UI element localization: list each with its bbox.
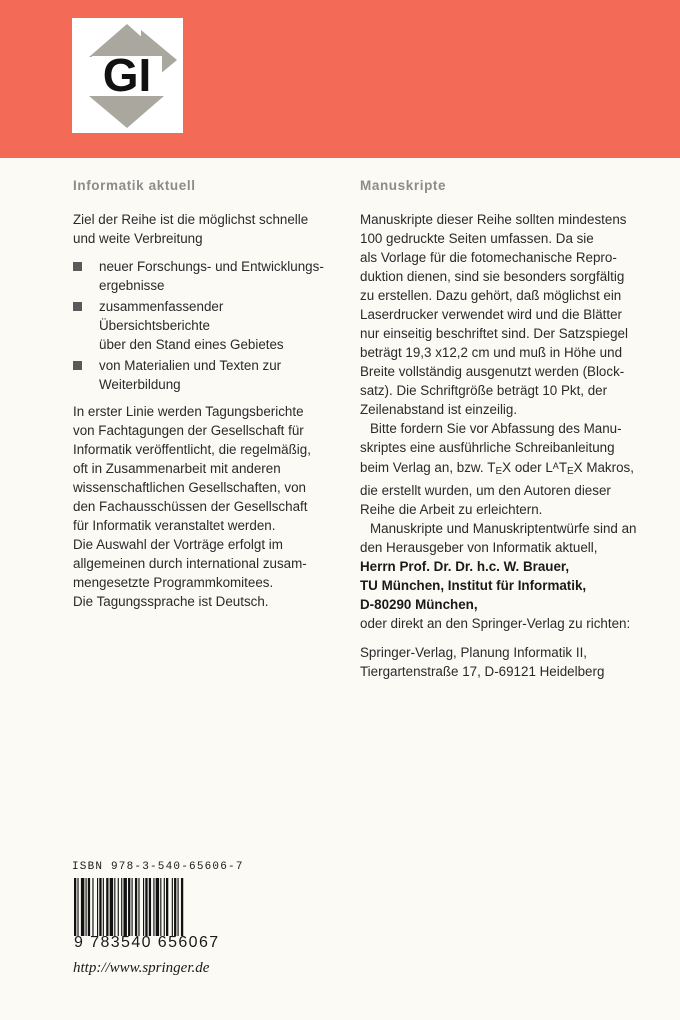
barcode-bar bbox=[174, 878, 176, 936]
square-bullet-icon bbox=[73, 361, 82, 370]
barcode-bar bbox=[74, 878, 76, 936]
right-column bbox=[360, 176, 640, 681]
manuscript-paragraph: Manuskripte dieser Reihe sollten mindestens 100 gedruckte Seiten umfassen. Da sie als Vorlage für die fotomechanische Repro- duktion dienen, sind sie besonders sorgfältig zu erstellen. Dazu gehört, daß möglichst ein Laserdrucker verwendet wird und die Blätter nur einseitig beschriftet sind. Der Satzspiegel beträgt 19,3 x12,2 cm und muß in Höhe und Breite vollständig ausgenutzt werden (Block- satz). Die Schriftgröße beträgt 10 Pkt, der Zeilenabstand ist einzeilig. bbox=[360, 212, 628, 417]
bullet-list bbox=[73, 257, 325, 394]
barcode-bar bbox=[97, 878, 98, 936]
barcode-bar bbox=[160, 878, 161, 936]
intro-paragraph: Ziel der Reihe ist die möglichst schnelle und weite Verbreitung bbox=[73, 212, 309, 246]
barcode-bar bbox=[88, 878, 90, 936]
barcode-bar bbox=[121, 878, 122, 936]
latex-logo: $L^AT_EX$ bbox=[545, 460, 583, 477]
list-item: zusammenfassender Übersichtsberichte über den Stand eines Gebietes bbox=[73, 297, 325, 354]
body-paragraph: In erster Linie werden Tagungsberichte von Fachtagungen der Gesellschaft für Informatik veröffentlicht, die regelmäßig, oft in Zusammenarbeit mit anderen wissenschaftlichen Gesellschaften, von den Fachausschüssen der Gesellschaft für Informatik veranstaltet werden. Die Auswahl der Vorträge erfolgt im allgemeinen durch international zusam- mengesetzte Programmkomitees. Die Tagungssprache ist Deutsch. bbox=[73, 404, 311, 609]
square-bullet-icon bbox=[73, 262, 82, 271]
barcode-bar bbox=[103, 878, 104, 936]
barcode-bar bbox=[153, 878, 154, 936]
barcode-bar bbox=[118, 878, 119, 936]
instructions-paragraph: Bitte fordern Sie vor Abfassung des Manu- skriptes eine ausführliche Schreibanleitung beim Verlag an, bzw. $T_EX$ oder $L^AT_EX$ Makros, die erstellt wurden, um den Autoren dieser Reihe die Arbeit zu erleichtern. bbox=[360, 421, 634, 517]
barcode-bar bbox=[99, 878, 101, 936]
barcode-bar bbox=[135, 878, 137, 936]
barcode-bar bbox=[172, 878, 173, 936]
barcode-bar bbox=[156, 878, 159, 936]
barcode-bar bbox=[132, 878, 133, 936]
gi-logo bbox=[72, 18, 183, 133]
editor-address: Herrn Prof. Dr. Dr. h.c. W. Brauer, TU München, Institut für Informatik, D-80290 München, bbox=[360, 559, 587, 612]
barcode-bar bbox=[143, 878, 144, 936]
barcode-bar bbox=[178, 878, 179, 936]
publisher-url: http://www.springer.de bbox=[73, 960, 210, 976]
list-item: neuer Forschungs- und Entwicklungs- ergebnisse bbox=[73, 257, 325, 295]
barcode-bar bbox=[86, 878, 87, 936]
barcode-bar bbox=[166, 878, 168, 936]
barcode-bar bbox=[128, 878, 130, 936]
barcode-bar bbox=[138, 878, 139, 936]
svg-text:GI: GI bbox=[102, 49, 152, 101]
barcode bbox=[74, 878, 224, 936]
publisher-address: Springer-Verlag, Planung Informatik II, Tiergartenstraße 17, D-69121 Heidelberg bbox=[360, 645, 605, 679]
gi-logo-icon bbox=[72, 18, 183, 133]
left-column bbox=[73, 176, 325, 611]
square-bullet-icon bbox=[73, 302, 82, 311]
alternative-line: oder direkt an den Springer-Verlag zu richten: bbox=[360, 616, 631, 631]
barcode-bar bbox=[77, 878, 78, 936]
barcode-bar bbox=[92, 878, 93, 936]
tex-logo: $T_EX$ bbox=[487, 460, 512, 477]
barcode-bar bbox=[145, 878, 147, 936]
section-title-informatik-aktuell: Informatik aktuell bbox=[73, 178, 196, 193]
barcode-digits: 9 783540 656067 bbox=[74, 934, 220, 951]
barcode-bar bbox=[149, 878, 151, 936]
isbn-number: ISBN 978-3-540-65606-7 bbox=[72, 861, 244, 873]
submission-paragraph: Manuskripte und Manuskriptentwürfe sind an den Herausgeber von Informatik aktuell, bbox=[360, 521, 637, 555]
barcode-bar bbox=[181, 878, 183, 936]
barcode-bar bbox=[164, 878, 165, 936]
section-title-manuskripte: Manuskripte bbox=[360, 178, 447, 193]
barcode-bar bbox=[106, 878, 108, 936]
list-item: von Materialien und Texten zur Weiterbildung bbox=[73, 356, 325, 394]
barcode-bar bbox=[110, 878, 113, 936]
barcode-bar bbox=[123, 878, 126, 936]
barcode-bar bbox=[81, 878, 84, 936]
barcode-bar bbox=[114, 878, 115, 936]
